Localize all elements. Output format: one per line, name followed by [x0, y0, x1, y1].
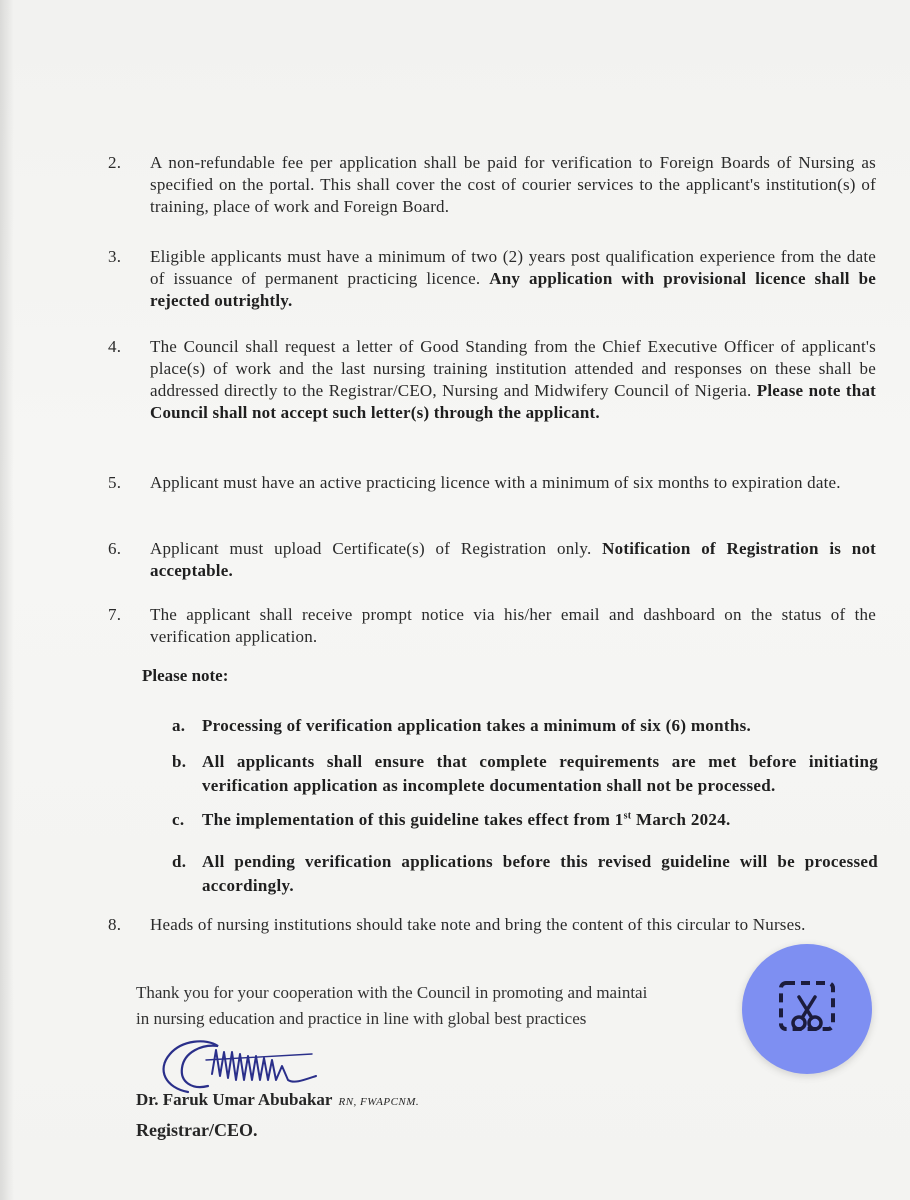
signer-credentials: RN, FWAPCNM. [338, 1096, 420, 1108]
item-text-bold: Notification of Registration is not acceptable. [150, 539, 876, 580]
note-item-b [172, 750, 878, 798]
note-text: All pending verification applications before this revised guideline will be processed accordingly. [202, 852, 878, 895]
item-text-bold: Please note that Council shall not accept such letter(s) through the applicant. [150, 381, 877, 422]
item-text [150, 246, 876, 312]
item-text: The applicant shall receive prompt notice via his/her email and dashboard on the status of the verification application. [150, 605, 876, 646]
item-text-normal: The Council shall request a letter of Good Standing from the Chief Executive Officer of applicant's place(s) of work and the last nursing training institution attended and responses on these shall be addressed directly to the Registrar/CEO, Nursing and Midwifery Council of Nigeria. [150, 337, 876, 400]
item-text [150, 538, 876, 582]
list-item-2 [108, 152, 876, 218]
list-item-5 [108, 472, 876, 494]
signer-name: Dr. Faruk Umar Abubakar [136, 1090, 333, 1109]
closing-paragraph [136, 980, 776, 1032]
note-text: Processing of verification application takes a minimum of six (6) months. [202, 716, 752, 735]
list-item-4 [108, 336, 877, 424]
note-letter: d. [172, 852, 187, 871]
note-superscript: st [623, 810, 632, 822]
note-item-c [172, 808, 878, 832]
page-edge-shadow [0, 0, 14, 1200]
note-text-after: March 2024. [631, 810, 731, 829]
item-number: 8. [108, 915, 122, 934]
note-text: All applicants shall ensure that complete requirements are met before initiating verification application as incomplete documentation shall not be processed. [202, 752, 878, 795]
list-item-7 [108, 604, 876, 648]
item-number: 6. [108, 539, 122, 558]
item-number: 7. [108, 605, 122, 624]
list-item-3 [108, 246, 876, 312]
note-letter: a. [172, 716, 186, 735]
item-text: A non-refundable fee per application shall be paid for verification to Foreign Boards of Nursing as specified on the portal. This shall cover the cost of courier services to the applicant's institution(s) of training, place of work and Foreign Board. [150, 153, 876, 216]
note-item-d [172, 850, 878, 898]
screenshot-scissors-icon [775, 977, 839, 1041]
item-text [150, 336, 876, 424]
please-note-heading: Please note: [142, 666, 229, 685]
item-text: Heads of nursing institutions should take note and bring the content of this circular to Nurses. [150, 915, 806, 934]
item-text-normal: Applicant must upload Certificate(s) of Registration only. [150, 539, 592, 558]
note-letter: b. [172, 752, 187, 771]
closing-line-2: in nursing education and practice in line with global best practices [136, 1009, 587, 1028]
item-number: 2. [108, 153, 122, 172]
list-item-6 [108, 538, 876, 582]
note-text-before: The implementation of this guideline takes effect from 1 [202, 810, 624, 829]
item-text: Applicant must have an active practicing licence with a minimum of six months to expiration date. [150, 473, 841, 492]
note-letter: c. [172, 810, 185, 829]
screenshot-edit-button[interactable] [742, 944, 872, 1074]
closing-line-1: Thank you for your cooperation with the Council in promoting and maintai [136, 983, 648, 1002]
item-text-normal: Eligible applicants must have a minimum of two (2) years post qualification experience from the date of issuance of permanent practicing licence. [150, 247, 876, 288]
note-item-a [172, 714, 878, 738]
item-number: 3. [108, 247, 122, 266]
item-text-bold: Any application with provisional licence shall be rejected outrightly. [150, 269, 876, 310]
list-item-8 [108, 914, 876, 936]
item-number: 4. [108, 337, 122, 356]
note-text [202, 808, 878, 832]
item-number: 5. [108, 473, 122, 492]
signer-name-line [136, 1090, 419, 1110]
signer-title: Registrar/CEO. [136, 1120, 258, 1140]
